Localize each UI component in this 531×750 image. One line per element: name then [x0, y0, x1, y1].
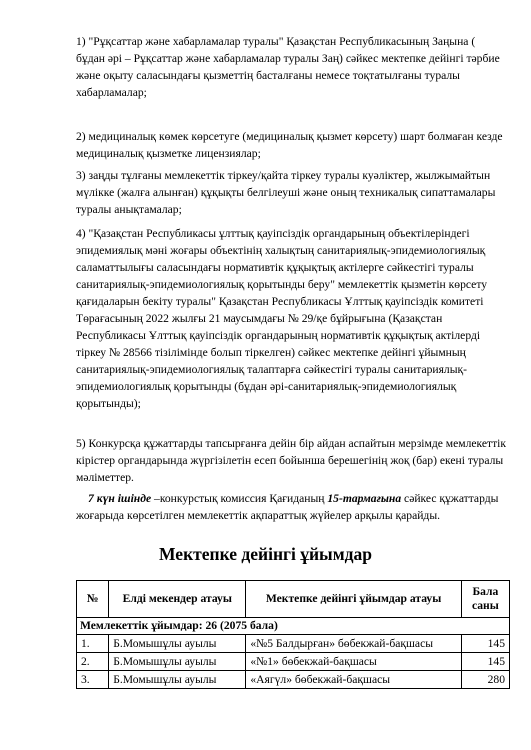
header-place: Елді мекендер атауы	[109, 581, 246, 618]
row-number: 1.	[77, 635, 109, 653]
table-row	[77, 671, 510, 689]
header-count: Бала саны	[461, 581, 509, 618]
row-number: 3.	[77, 671, 109, 689]
row-organization: «№5 Балдырған» бөбекжай-бақшасы	[246, 635, 461, 653]
row-number: 2.	[77, 653, 109, 671]
clause-reference: 15-тармағына	[327, 492, 402, 505]
row-organization: «Аягүл» бөбекжай-бақшасы	[246, 671, 461, 689]
table-row	[77, 653, 510, 671]
group-label: Мемлекеттік ұйымдар: 26 (2075 бала)	[77, 618, 510, 635]
paragraph-2: 2) медициналық көмек көрсетуге (медициналық қызмет көрсету) шарт болмаған кезде медициналық қызметке лицензиялар;	[76, 130, 503, 160]
paragraph-text: –конкурстық комиссия Қағиданың	[151, 492, 328, 505]
table-row	[77, 635, 510, 653]
row-organization: «№1» бөбекжай-бақшасы	[246, 653, 461, 671]
paragraph-1: 1) "Рұқсаттар және хабарламалар туралы" Қазақстан Республикасының Заңына ( бұдан әрі – Рұқсаттар және хабарламалар туралы Заң) сәйкес мектепке дейінгі тәрбие және оқыту саласындағы қызметтің басталғаны немесе тоқтатылғаны туралы хабарламалар;	[76, 35, 500, 99]
row-place: Б.Момышұлы ауылы	[109, 671, 246, 689]
row-count: 280	[461, 671, 509, 689]
header-organization: Мектепке дейінгі ұйымдар атауы	[246, 581, 461, 618]
row-place: Б.Момышұлы ауылы	[109, 635, 246, 653]
paragraph-review-term	[76, 490, 506, 524]
paragraph-3: 3) заңды тұлғаны мемлекеттік тіркеу/қайта тіркеу туралы куәліктер, жылжымайтын мүлікке (жалға алынған) құқықты белгілеуші және оның техникалық сипаттамалары туралы анықтамалар;	[76, 169, 496, 216]
paragraph-text: сәйкес құжаттарды жоғарыда көрсетілген мемлекеттік ақпараттық жүйелер арқылы қарайды.	[76, 492, 499, 522]
row-count: 145	[461, 653, 509, 671]
header-number: №	[77, 581, 109, 618]
section-heading: Мектепке дейінгі ұйымдар	[159, 544, 372, 564]
table-group-row	[77, 618, 510, 635]
table-header-row	[77, 581, 510, 618]
paragraph-5: 5) Конкурсқа құжаттарды тапсырғанға дейін бір айдан аспайтын мерзімде мемлекеттік кірістер органдарында жүргізілетін есеп бойынша берешегінің жоқ (бар) екені туралы мәліметтер.	[76, 437, 506, 484]
term-emphasis: 7 күн ішінде	[88, 492, 152, 505]
paragraph-4: 4) "Қазақстан Республикасы ұлттық қауіпсіздік органдарының объектілеріндегі эпидемиялық мәні жоғары объектінің халықтың санитариялық-эпидемиологиялық саламаттылығы саласындағы нормативтік құқықтық актілерге сәйкестігі туралы санитариялық-эпидемиологиялық қорытынды беру" мемлекеттік қызметін көрсету қағидаларын бекіту туралы" Қазақстан Республикасы Ұлттық қауіпсіздік комитеті Төрағасының 2022 жылғы 21 маусымдағы № 29/қе бұйрығына (Қазақстан Республикасы Ұлттық қауіпсіздік органдарының нормативтік құқықтық актілерді тіркеу № 28566 тізілімінде болып тіркелген) сәйкес мектепке дейінгі ұйымның санитариялық-эпидемиологиялық талаптарға сәйкестігі туралы санитариялық-эпидемиологиялық қорытынды (бұдан әрі-санитариялық-эпидемиологиялық қорытынды);	[76, 227, 488, 410]
row-place: Б.Момышұлы ауылы	[109, 653, 246, 671]
preschool-table	[76, 580, 510, 689]
row-count: 145	[461, 635, 509, 653]
